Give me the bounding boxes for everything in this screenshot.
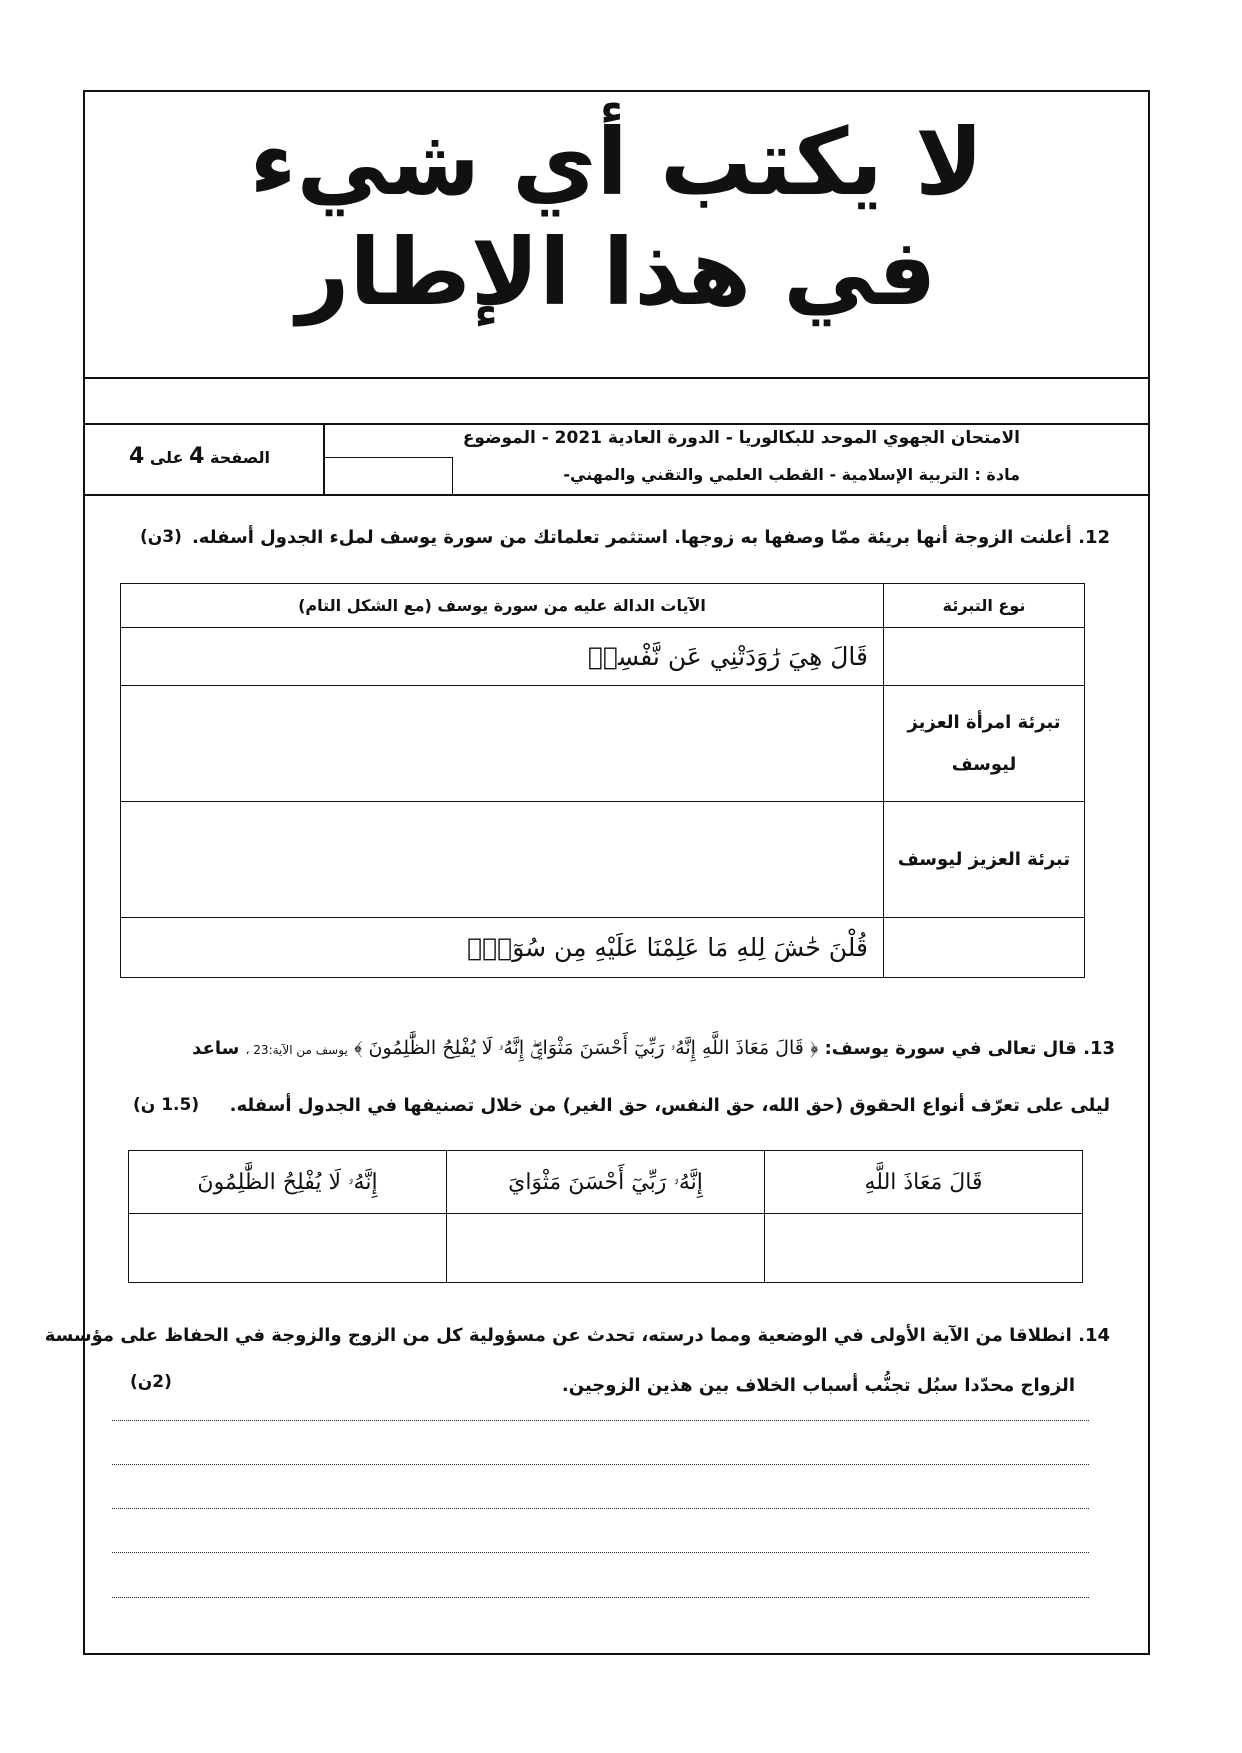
rights-header-3: إِنَّهُۥ لَا يُفْلِحُ الظَّٰلِمُونَ xyxy=(129,1151,447,1214)
exam-title: الامتحان الجهوي الموحد للبكالوريا - الدورة العادية 2021 - الموضوع xyxy=(462,428,1020,448)
question-13-prefix: 13. قال تعالى في سورة يوسف: xyxy=(824,1038,1115,1059)
question-14-line-1: 14. انطلاقا من الآية الأولى في الوضعية ومما درسته، تحدث عن مسؤولية كل من الزوج والزوجة في الحفاظ على مؤسسة xyxy=(44,1325,1110,1346)
rights-answer-cell-2[interactable] xyxy=(447,1214,765,1283)
table-header-row xyxy=(121,584,1085,628)
answer-line-3[interactable] xyxy=(112,1508,1089,1509)
question-13-table xyxy=(128,1150,1083,1283)
page-total: 4 xyxy=(128,444,145,469)
do-not-write-line-1: لا يكتب أي شيء xyxy=(249,109,984,216)
page-of: على xyxy=(149,448,184,467)
verse-cell-3[interactable] xyxy=(121,802,884,918)
table-row xyxy=(121,686,1085,802)
column-verses-header: الآيات الدالة عليه من سورة يوسف (مع الشكل التام) xyxy=(121,584,884,628)
type-cell-1[interactable] xyxy=(884,628,1085,686)
type-cell-4[interactable] xyxy=(884,918,1085,978)
question-14-points: (2ن) xyxy=(130,1372,172,1392)
table-row xyxy=(129,1214,1083,1283)
page-current: 4 xyxy=(189,444,205,469)
question-12-points: (3ن) xyxy=(140,527,182,547)
question-13-reference: يوسف من الآية:23 ، xyxy=(245,1043,348,1057)
question-13-verse: ﴿ قَالَ مَعَاذَ اللَّهِ إِنَّهُۥ رَبِّيٓ أَحْسَنَ مَثْوَايَۖ إِنَّهُۥ لَا يُفْلِحُ الظَّٰلِمُونَ ﴾ xyxy=(354,1037,819,1059)
header-band-sub-rule xyxy=(323,457,453,458)
answer-line-4[interactable] xyxy=(112,1552,1089,1553)
type-cell-2: تبرئة امرأة العزيز ليوسف xyxy=(884,686,1085,802)
header-band-bottom-rule xyxy=(83,494,1150,496)
question-13-points: (1.5 ن) xyxy=(133,1095,200,1115)
type-cell-3: تبرئة العزيز ليوسف xyxy=(884,802,1085,918)
table-row xyxy=(121,918,1085,978)
verse-cell-4: قُلْنَ حَٰشَ لِلهِ مَا عَلِمْنَا عَلَيْهِ مِن سُوٓءٍۚ xyxy=(121,918,884,978)
question-12-text: 12. أعلنت الزوجة أنها بريئة ممّا وصفها به زوجها. استثمر تعلماتك من سورة يوسف لملء الجدول أسفله. xyxy=(191,527,1110,548)
verse-cell-2[interactable] xyxy=(121,686,884,802)
rights-answer-cell-3[interactable] xyxy=(129,1214,447,1283)
table-row xyxy=(121,802,1085,918)
question-13-line-2: ليلى على تعرّف أنواع الحقوق (حق الله، حق النفس، حق الغير) من خلال تصنيفها في الجدول أسفله. xyxy=(229,1095,1110,1116)
do-not-write-line-2: في هذا الإطار xyxy=(296,219,937,326)
question-12-table xyxy=(120,583,1085,978)
table-row xyxy=(121,628,1085,686)
header-band-divider xyxy=(323,423,325,494)
table-header-row xyxy=(129,1151,1083,1214)
header-band-sub-divider xyxy=(452,457,453,494)
page-number xyxy=(100,444,270,469)
page-label: الصفحة xyxy=(209,448,270,467)
answer-line-1[interactable] xyxy=(112,1420,1089,1421)
rights-answer-cell-1[interactable] xyxy=(765,1214,1083,1283)
question-13-suffix: ساعد xyxy=(192,1038,240,1059)
answer-line-5[interactable] xyxy=(112,1597,1089,1598)
rights-header-2: إِنَّهُۥ رَبِّيٓ أَحْسَنَ مَثْوَايَ xyxy=(447,1151,765,1214)
answer-line-2[interactable] xyxy=(112,1464,1089,1465)
question-14-line-2: الزواج محدّدا سبُل تجنُّب أسباب الخلاف بين هذين الزوجين. xyxy=(561,1375,1075,1396)
header-band-top-rule xyxy=(83,423,1150,425)
verse-cell-1: قَالَ هِيَ رَٰوَدَتْنِي عَن نَّفْسِيۚ xyxy=(121,628,884,686)
rights-header-1: قَالَ مَعَاذَ اللَّهِ xyxy=(765,1151,1083,1214)
column-type-header: نوع التبرئة xyxy=(884,584,1085,628)
exam-subject: مادة : التربية الإسلامية - القطب العلمي والتقني والمهني- xyxy=(563,465,1020,484)
question-13-line-1 xyxy=(130,1037,1115,1060)
